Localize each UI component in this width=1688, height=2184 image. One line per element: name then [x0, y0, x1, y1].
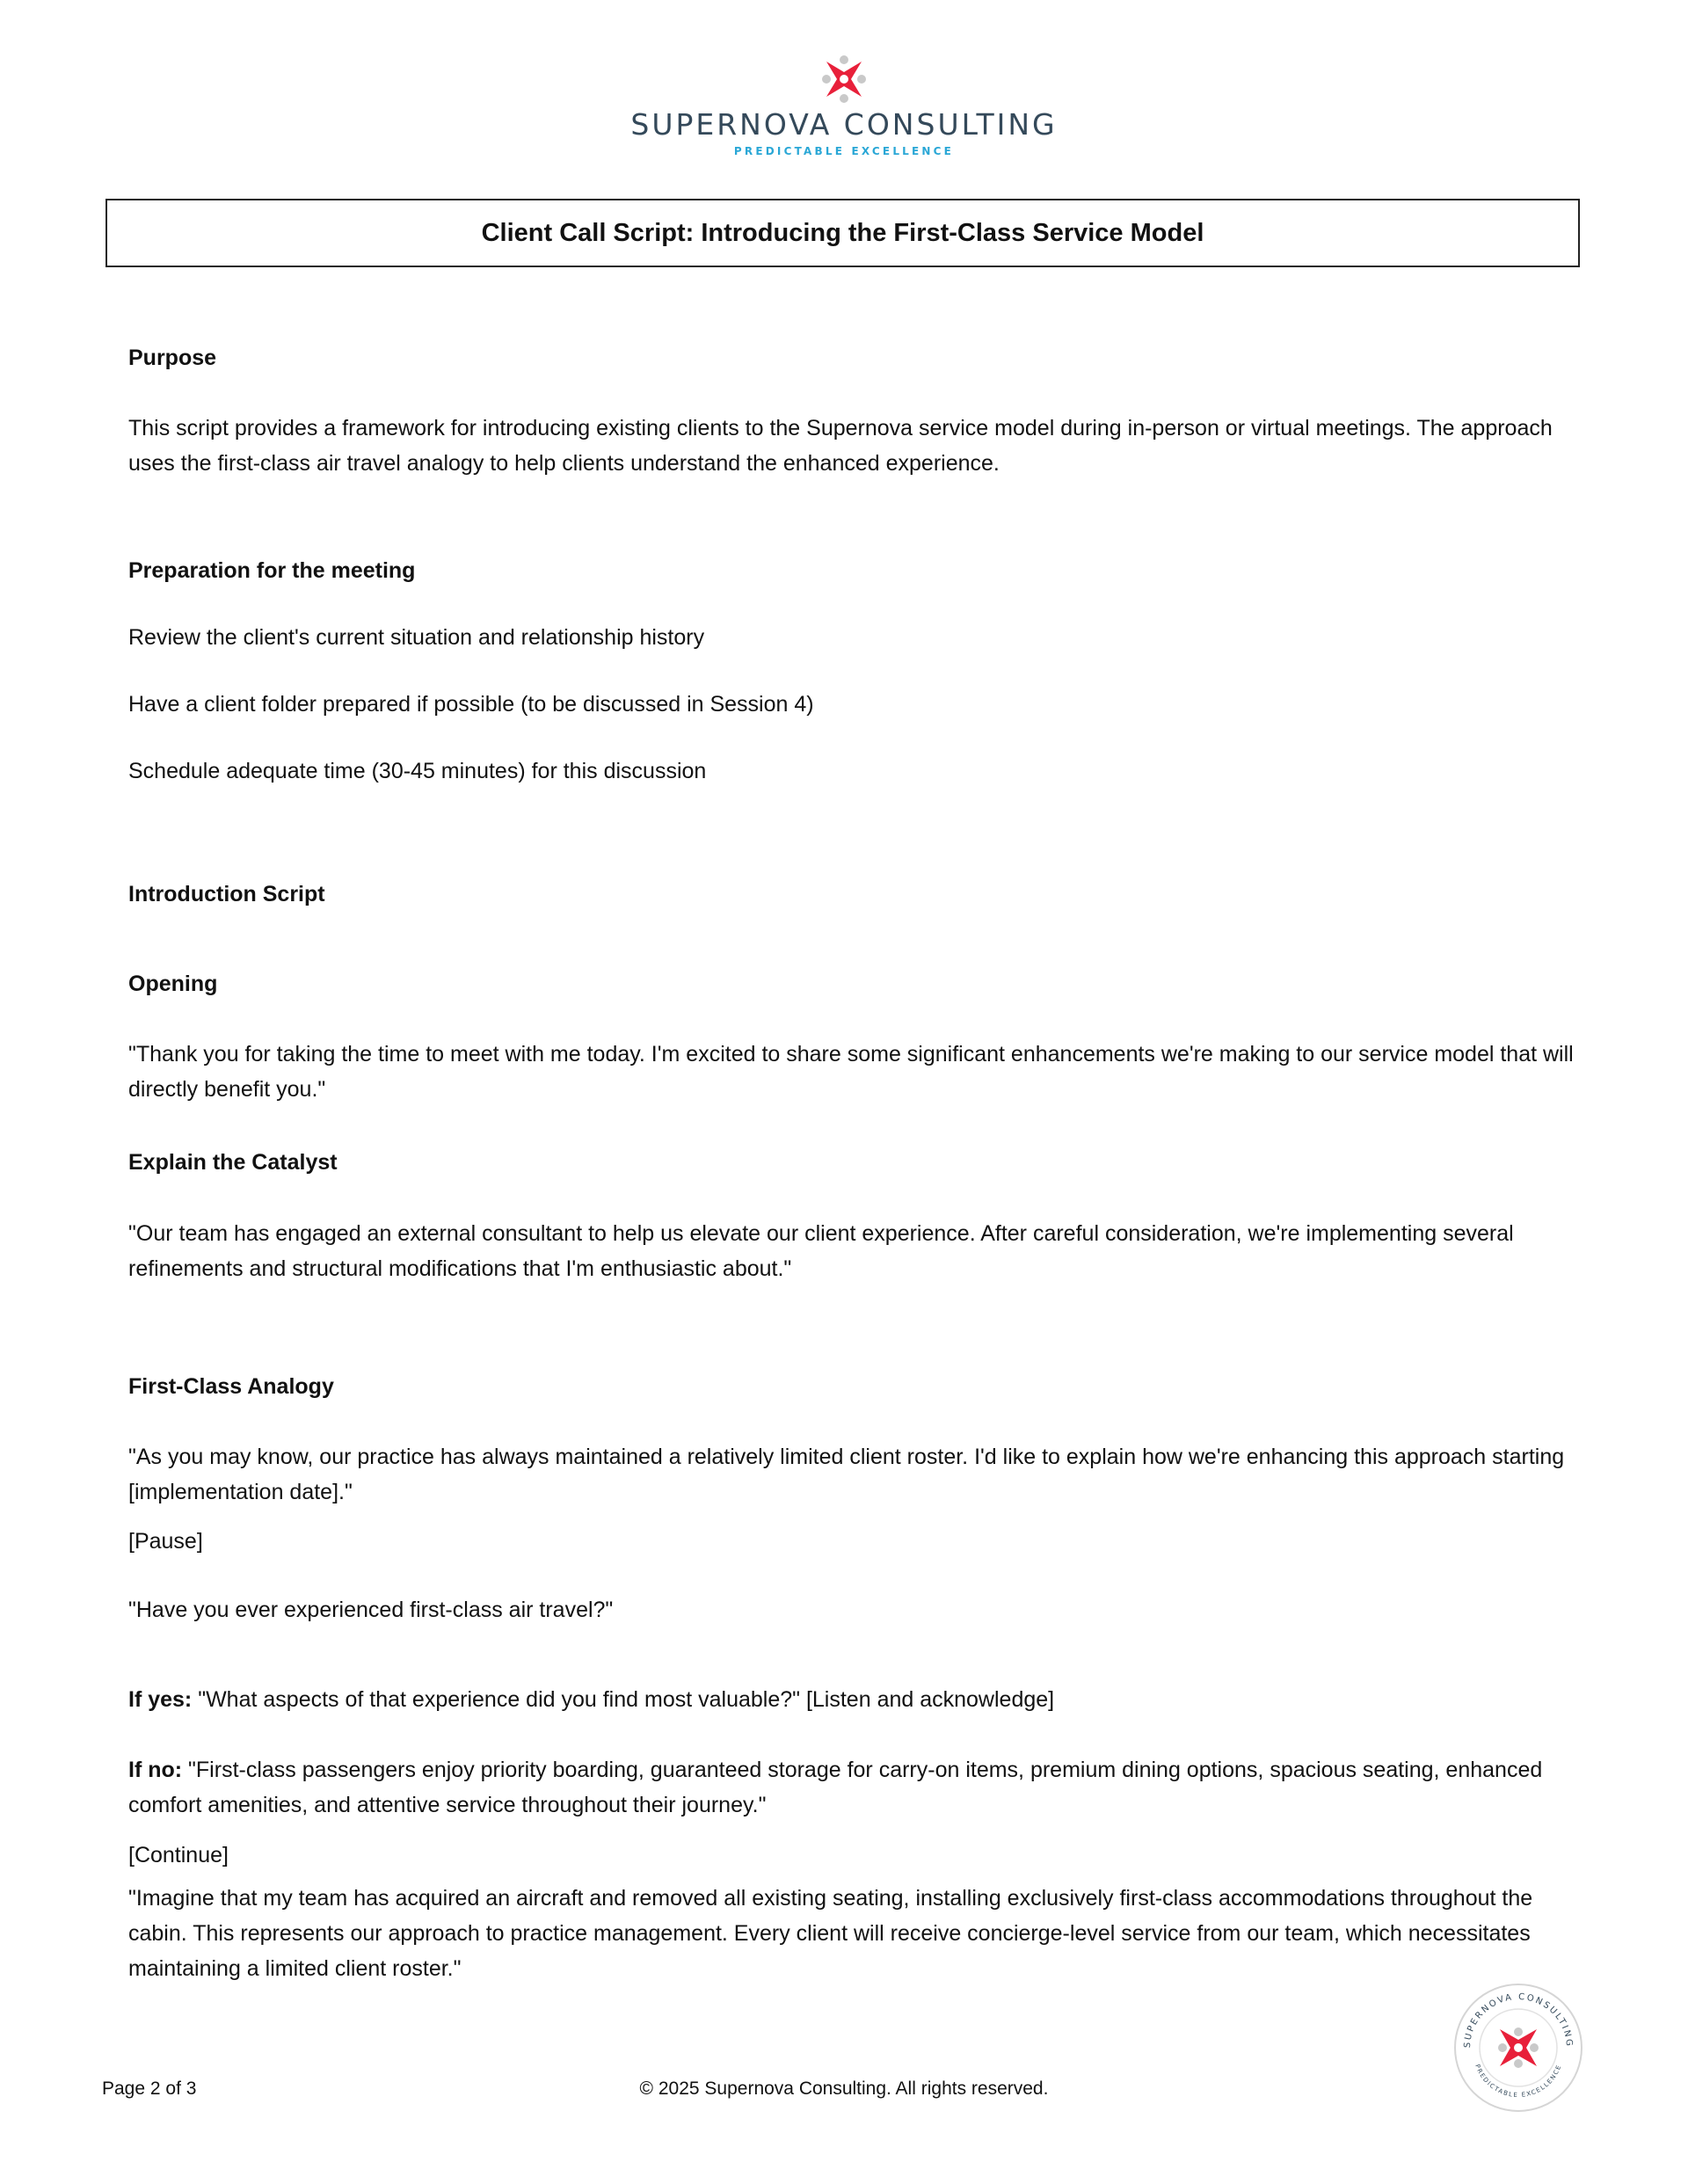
company-seal-icon [1452, 1982, 1584, 2114]
opening-heading: Opening [128, 972, 218, 996]
purpose-heading: Purpose [128, 346, 217, 370]
pause-note: [Pause] [128, 1529, 203, 1554]
if-no-label: If no: [128, 1758, 183, 1782]
svg-text:PREDICTABLE EXCELLENCE: PREDICTABLE EXCELLENCE [1473, 2063, 1563, 2100]
company-tagline: PREDICTABLE EXCELLENCE [733, 145, 955, 157]
if-yes-text: "What aspects of that experience did you find most valuable?" [Listen and acknowledge] [192, 1687, 1055, 1712]
document-title: Client Call Script: Introducing the First-Class Service Model [481, 218, 1204, 247]
title-box [106, 199, 1580, 267]
preparation-item: Schedule adequate time (30-45 minutes) for this discussion [128, 759, 707, 783]
analogy-heading: First-Class Analogy [128, 1374, 334, 1399]
imagine-text: "Imagine that my team has acquired an aircraft and removed all existing seating, installing exclusively first-class accommodations throughout the cabin. This represents our approach to practice management. Every client will receive concierge-level service from our team, which necessitates maintaining a limited client roster." [128, 1886, 1533, 1981]
if-no-text: "First-class passengers enjoy priority boarding, guaranteed storage for carry-on items, premium dining options, spacious seating, enhanced comfort amenities, and attentive service throughout their journey." [128, 1758, 1543, 1817]
purpose-text: This script provides a framework for introducing existing clients to the Supernova service model during in-person or virtual meetings. The approach uses the first-class air travel analogy to help clients understand the enhanced experience. [128, 416, 1553, 476]
preparation-item: Have a client folder prepared if possible (to be discussed in Session 4) [128, 692, 814, 717]
continue-note: [Continue] [128, 1843, 229, 1867]
analogy-intro: "As you may know, our practice has always maintained a relatively limited client roster. I'd like to explain how we're enhancing this approach starting [implementation date]." [128, 1445, 1565, 1504]
company-logo [0, 51, 1688, 157]
if-yes-line [128, 1682, 1588, 1717]
preparation-item: Review the client's current situation and relationship history [128, 625, 705, 650]
copyright-notice: © 2025 Supernova Consulting. All rights reserved. [639, 2078, 1049, 2099]
supernova-star-icon [816, 51, 872, 107]
if-yes-label: If yes: [128, 1687, 193, 1712]
if-no-line [128, 1752, 1588, 1823]
opening-text: "Thank you for taking the time to meet with me today. I'm excited to share some significant enhancements we're making to our service model that will directly benefit you." [128, 1042, 1574, 1102]
catalyst-text: "Our team has engaged an external consultant to help us elevate our client experience. After careful consideration, we're implementing several refinements and structural modifications that I'm enthusiastic about." [128, 1221, 1514, 1281]
company-name: SUPERNOVA CONSULTING [630, 107, 1058, 142]
analogy-question: "Have you ever experienced first-class air travel?" [128, 1598, 614, 1622]
catalyst-heading: Explain the Catalyst [128, 1150, 338, 1175]
introduction-heading: Introduction Script [128, 882, 325, 906]
page-number: Page 2 of 3 [102, 2078, 197, 2099]
preparation-heading: Preparation for the meeting [128, 558, 416, 583]
svg-text:SUPERNOVA CONSULTING: SUPERNOVA CONSULTING [1462, 1991, 1575, 2049]
